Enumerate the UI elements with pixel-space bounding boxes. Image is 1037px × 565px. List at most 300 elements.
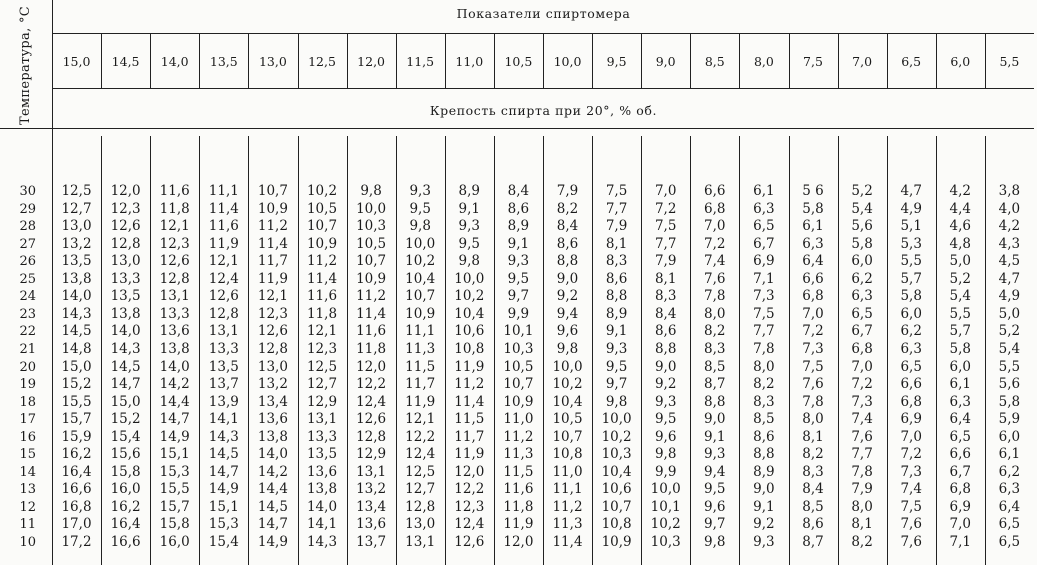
table-cell: 11,4 [356, 305, 387, 322]
table-cell: 8,2 [704, 323, 726, 340]
table-cell: 11,2 [356, 288, 387, 305]
table-cell: 13,9 [208, 393, 239, 410]
table-cell: 5,0 [998, 305, 1021, 322]
table-cell: 6,2 [900, 323, 922, 340]
table-cell: 10,2 [601, 428, 632, 445]
table-cell: 5,8 [900, 288, 922, 305]
table-cell: 6,2 [851, 270, 873, 287]
table-cell: 7,5 [605, 183, 628, 199]
table-cell: 7,1 [753, 270, 775, 287]
table-cell: 8,8 [654, 340, 677, 357]
table-cell: 6,8 [704, 200, 726, 217]
table-cell: 11,1 [405, 323, 436, 340]
table-cell: 6,7 [753, 235, 775, 252]
table-cell: 12,8 [159, 270, 190, 287]
table-cell: 12,3 [110, 200, 141, 217]
table-cell: 12,4 [454, 516, 485, 533]
table-cell: 13,1 [159, 288, 190, 305]
table-cell: 9,1 [458, 200, 481, 217]
table-cell: 4,9 [998, 288, 1021, 305]
row-temperature: 29 [19, 201, 36, 217]
table-cell: 12,3 [454, 498, 485, 515]
table-cell: 9,5 [704, 481, 726, 498]
table-cell: 13,8 [306, 481, 338, 498]
table-cell: 6,6 [949, 446, 972, 463]
table-cell: 7,9 [556, 183, 579, 199]
table-cell: 16,2 [110, 498, 141, 515]
table-cell: 10,9 [306, 235, 338, 252]
table-cell: 6,0 [900, 305, 922, 322]
table-cell: 7,2 [851, 376, 873, 393]
table-cell: 8,6 [802, 516, 824, 533]
table-cell: 7,4 [900, 481, 922, 498]
table-cell: 12,9 [306, 393, 338, 410]
table-cell: 11,2 [503, 428, 534, 445]
table-cell: 6,4 [802, 253, 824, 270]
table-cell: 14,3 [61, 305, 92, 322]
table-cell: 13,1 [356, 463, 387, 480]
table-cell: 9,8 [605, 393, 628, 410]
table-cell: 9,5 [605, 358, 628, 375]
table-cell: 10,7 [601, 498, 632, 515]
table-cell: 12,4 [208, 270, 239, 287]
row-temperature: 20 [19, 359, 36, 375]
table-cell: 9,4 [704, 463, 726, 480]
table-cell: 6,5 [900, 358, 922, 375]
table-cell: 6,5 [949, 428, 972, 445]
table-cell: 13,5 [208, 358, 239, 375]
table-cell: 10,9 [257, 200, 288, 217]
table-cell: 12,5 [306, 358, 338, 375]
table-cell: 7,0 [900, 428, 922, 445]
table-cell: 12,1 [159, 218, 190, 235]
table-cell: 7,6 [802, 376, 824, 393]
table-cell: 11,9 [454, 446, 485, 463]
row-temperature: 18 [19, 394, 36, 410]
table-cell: 8,3 [654, 288, 677, 305]
table-cell: 9,2 [753, 516, 775, 533]
row-temperature: 15 [19, 447, 36, 463]
table-cell: 7,5 [753, 305, 775, 322]
table-cell: 6,0 [949, 358, 972, 375]
table-cell: 11,6 [356, 323, 387, 340]
table-cell: 7,5 [802, 358, 824, 375]
table-cell: 8,0 [753, 358, 775, 375]
table-cell: 15,2 [110, 411, 141, 428]
table-cell: 11,1 [552, 481, 583, 498]
hydrometer-value: 6,0 [950, 53, 971, 69]
table-cell: 14,3 [306, 534, 338, 550]
header-rule [52, 88, 1034, 89]
table-cell: 14,1 [306, 516, 338, 533]
table-cell: 10,7 [405, 288, 436, 305]
table-cell: 7,3 [851, 393, 873, 410]
table-cell: 6,8 [900, 393, 922, 410]
table-cell: 5,9 [998, 411, 1021, 428]
hydrometer-value: 6,5 [901, 53, 922, 69]
table-cell: 6,1 [753, 183, 775, 199]
hydrometer-value: 7,0 [852, 53, 873, 69]
table-cell: 10,7 [356, 253, 387, 270]
table-cell: 14,4 [257, 481, 288, 498]
table-cell: 10,3 [650, 534, 681, 550]
table-cell: 4,7 [998, 270, 1021, 287]
table-cell: 12,9 [356, 446, 387, 463]
table-cell: 9,1 [704, 428, 726, 445]
table-cell: 12,1 [405, 411, 436, 428]
table-cell: 12,5 [61, 183, 92, 199]
table-cell: 11,8 [159, 200, 190, 217]
table-cell: 12,6 [110, 218, 141, 235]
table-cell: 4,7 [900, 183, 922, 199]
table-cell: 12,0 [356, 358, 387, 375]
table-cell: 7,0 [704, 218, 726, 235]
table-cell: 13,4 [257, 393, 288, 410]
table-cell: 4,9 [900, 200, 922, 217]
table-cell: 7,8 [753, 340, 775, 357]
table-cell: 11,2 [306, 253, 338, 270]
table-cell: 13,8 [61, 270, 92, 287]
row-temperature: 11 [19, 517, 36, 533]
table-cell: 9,6 [556, 323, 579, 340]
table-cell: 6,9 [753, 253, 775, 270]
table-cell: 15,1 [208, 498, 239, 515]
table-cell: 12,1 [208, 253, 239, 270]
row-temperature: 12 [19, 499, 36, 515]
table-cell: 15,0 [110, 393, 141, 410]
hydrometer-value: 10,0 [553, 53, 582, 69]
row-temperature: 30 [19, 184, 36, 199]
table-cell: 6,4 [949, 411, 972, 428]
table-cell: 15,4 [208, 534, 239, 550]
table-cell: 6,8 [949, 481, 972, 498]
table-cell: 15,3 [159, 463, 190, 480]
table-cell: 12,7 [306, 376, 338, 393]
table-cell: 16,8 [61, 498, 92, 515]
table-cell: 6,3 [851, 288, 873, 305]
table-cell: 10,5 [552, 411, 583, 428]
table-cell: 12,7 [61, 200, 92, 217]
table-cell: 16,4 [110, 516, 141, 533]
table-cell: 9,1 [753, 498, 775, 515]
table-cell: 15,6 [110, 446, 141, 463]
table-cell: 15,5 [61, 393, 92, 410]
table-cell: 7,6 [704, 270, 726, 287]
table-cell: 4,8 [949, 235, 972, 252]
hydrometer-value: 10,5 [504, 53, 533, 69]
table-cell: 11,7 [257, 253, 288, 270]
table-cell: 7,2 [704, 235, 726, 252]
table-cell: 12,0 [110, 183, 141, 199]
table-cell: 14,5 [257, 498, 288, 515]
table-cell: 6,5 [998, 516, 1021, 533]
table-cell: 13,2 [61, 235, 92, 252]
table-cell: 15,7 [61, 411, 92, 428]
table-cell: 14,2 [257, 463, 288, 480]
table-cell: 5,1 [900, 218, 922, 235]
table-cell: 15,4 [110, 428, 141, 445]
table-cell: 7,6 [900, 534, 922, 550]
table-cell: 11,4 [454, 393, 485, 410]
row-temperature: 26 [19, 254, 36, 270]
strength-title: Крепость спирта при 20°, % об. [429, 103, 658, 118]
table-cell: 11,2 [552, 498, 583, 515]
table-cell: 7,7 [753, 323, 775, 340]
table-cell: 8,4 [654, 305, 677, 322]
hydrometer-value: 9,0 [655, 53, 676, 69]
table-cell: 5,6 [851, 218, 873, 235]
table-cell: 12,4 [405, 446, 436, 463]
row-temperature: 23 [19, 306, 36, 322]
table-cell: 10,7 [552, 428, 583, 445]
table-cell: 8,4 [802, 481, 824, 498]
hydrometer-value: 13,5 [209, 53, 238, 69]
table-cell: 9,0 [654, 358, 677, 375]
table-cell: 8,3 [753, 393, 775, 410]
table-cell: 7,6 [851, 428, 873, 445]
table-cell: 14,9 [208, 481, 239, 498]
table-cell: 10,9 [503, 393, 534, 410]
table-cell: 12,1 [257, 288, 288, 305]
table-cell: 5,2 [998, 323, 1021, 340]
table-cell: 13,3 [208, 340, 239, 357]
table-cell: 12,7 [405, 481, 436, 498]
table-cell: 10,8 [601, 516, 632, 533]
table-cell: 14,7 [257, 516, 288, 533]
table-cell: 8,9 [753, 463, 775, 480]
table-cell: 8,1 [605, 235, 628, 252]
row-temperature: 17 [19, 412, 36, 428]
table-cell: 10,2 [454, 288, 485, 305]
table-cell: 7,2 [802, 323, 824, 340]
table-cell: 7,0 [851, 358, 873, 375]
table-cell: 14,7 [110, 376, 141, 393]
table-cell: 10,8 [454, 340, 485, 357]
table-cell: 16,2 [61, 446, 92, 463]
table-cell: 6,6 [900, 376, 922, 393]
table-cell: 11,3 [503, 446, 534, 463]
table-cell: 9,5 [409, 200, 431, 217]
table-cell: 14,8 [61, 340, 92, 357]
table-cell: 7,4 [704, 253, 726, 270]
hydrometer-value: 8,5 [704, 53, 725, 69]
row-temperature: 10 [19, 535, 36, 550]
table-cell: 8,1 [851, 516, 873, 533]
table-cell: 16,6 [61, 481, 92, 498]
table-cell: 16,0 [159, 534, 190, 550]
table-cell: 7,4 [851, 411, 873, 428]
table-cell: 5,7 [949, 323, 972, 340]
table-cell: 8,9 [507, 218, 530, 235]
table-cell: 7,3 [802, 340, 824, 357]
table-cell: 8,4 [507, 183, 530, 199]
table-cell: 10,5 [356, 235, 387, 252]
table-cell: 6,3 [753, 200, 775, 217]
hydrometer-value: 13,0 [258, 53, 287, 69]
table-cell: 14,1 [208, 411, 239, 428]
table-cell: 10,2 [405, 253, 436, 270]
hydrometer-value: 12,0 [357, 53, 386, 69]
table-cell: 16,4 [61, 463, 92, 480]
table-cell: 9,0 [556, 270, 579, 287]
table-cell: 9,3 [458, 218, 481, 235]
hydrometer-value: 7,5 [803, 53, 823, 69]
table-cell: 7,8 [802, 393, 824, 410]
table-cell: 10,1 [650, 498, 681, 515]
table-cell: 15,2 [61, 376, 92, 393]
row-temperature: 21 [19, 341, 36, 357]
table-cell: 14,5 [61, 323, 92, 340]
table-cell: 8,0 [704, 305, 726, 322]
table-cell: 17,2 [61, 534, 92, 550]
temperature-header-label: Температура, °С [18, 5, 34, 125]
table-cell: 11,2 [454, 376, 485, 393]
table-cell: 7,9 [654, 253, 677, 270]
table-cell: 12,6 [159, 253, 190, 270]
table-cell: 9,3 [654, 393, 677, 410]
table-cell: 5,8 [998, 393, 1021, 410]
table-cell: 11,0 [503, 411, 534, 428]
hydrometer-value: 9,5 [606, 53, 627, 69]
table-cell: 4,3 [998, 235, 1021, 252]
table-cell: 8,1 [654, 270, 677, 287]
table-cell: 7,3 [753, 288, 775, 305]
table-cell: 4,6 [949, 218, 972, 235]
table-cell: 12,6 [208, 288, 239, 305]
table-cell: 15,7 [159, 498, 190, 515]
table-cell: 11,9 [405, 393, 436, 410]
table-cell: 14,7 [159, 411, 190, 428]
table-cell: 10,1 [503, 323, 534, 340]
table-cell: 14,4 [159, 393, 190, 410]
table-cell: 13,4 [356, 498, 387, 515]
table-cell: 5,6 [998, 376, 1021, 393]
table-cell: 11,0 [552, 463, 583, 480]
table-cell: 12,8 [257, 340, 288, 357]
table-cell: 11,7 [454, 428, 485, 445]
table-cell: 9,7 [605, 376, 628, 393]
table-cell: 10,7 [306, 218, 338, 235]
table-cell: 13,5 [61, 253, 92, 270]
table-cell: 9,8 [409, 218, 431, 235]
table-cell: 6,9 [949, 498, 972, 515]
table-cell: 9,5 [458, 235, 481, 252]
table-cell: 6,3 [998, 481, 1021, 498]
table-cell: 13,0 [61, 218, 92, 235]
table-cell: 10,4 [454, 305, 485, 322]
row-temperature: 27 [19, 236, 36, 252]
row-temperature: 16 [19, 429, 36, 445]
row-temperature: 24 [19, 289, 36, 305]
table-cell: 12,3 [257, 305, 288, 322]
table-cell: 8,7 [802, 534, 824, 550]
table-cell: 9,8 [360, 183, 382, 199]
table-cell: 14,9 [159, 428, 190, 445]
table-cell: 13,1 [208, 323, 239, 340]
table-cell: 13,2 [356, 481, 387, 498]
table-cell: 10,9 [601, 534, 632, 550]
table-cell: 13,6 [356, 516, 387, 533]
table-cell: 11,5 [454, 411, 485, 428]
table-cell: 10,3 [356, 218, 387, 235]
table-cell: 10,0 [601, 411, 632, 428]
hydrometer-value: 14,0 [160, 53, 189, 69]
hydrometer-value: 12,5 [308, 53, 336, 69]
table-cell: 11,6 [208, 218, 239, 235]
table-cell: 14,3 [110, 340, 141, 357]
table-cell: 9,8 [556, 340, 579, 357]
table-cell: 13,7 [208, 376, 239, 393]
table-cell: 11,1 [208, 183, 239, 199]
table-cell: 12,6 [454, 534, 485, 550]
table-cell: 9,3 [507, 253, 530, 270]
table-cell: 17,0 [61, 516, 92, 533]
table-cell: 8,3 [802, 463, 824, 480]
table-cell: 4,2 [949, 183, 972, 199]
table-cell: 12,6 [257, 323, 288, 340]
table-cell: 12,0 [454, 463, 485, 480]
table-cell: 7,6 [900, 516, 922, 533]
table-cell: 10,2 [306, 183, 338, 199]
hydrometer-value: 5,5 [999, 53, 1020, 69]
table-cell: 12,2 [405, 428, 436, 445]
table-cell: 12,6 [356, 411, 387, 428]
table-cell: 14,3 [208, 428, 239, 445]
table-cell: 11,4 [257, 235, 288, 252]
table-cell: 5,2 [949, 270, 972, 287]
table-cell: 9,1 [507, 235, 530, 252]
table-cell: 7,5 [900, 498, 922, 515]
table-cell: 7,0 [802, 305, 824, 322]
table-cell: 11,7 [405, 376, 436, 393]
table-cell: 14,0 [257, 446, 288, 463]
row-temperature: 19 [19, 377, 36, 393]
table-cell: 15,8 [110, 463, 141, 480]
table-cell: 7,0 [949, 516, 972, 533]
table-cell: 12,2 [356, 376, 387, 393]
table-cell: 12,1 [306, 323, 338, 340]
hydrometer-value: 11,5 [406, 53, 435, 69]
table-cell: 8,3 [704, 340, 726, 357]
table-cell: 13,5 [306, 446, 338, 463]
table-cell: 15,3 [208, 516, 239, 533]
table-cell: 9,3 [409, 183, 431, 199]
table-cell: 8,2 [851, 534, 873, 550]
table-cell: 9,8 [458, 253, 481, 270]
table-cell: 7,7 [654, 235, 677, 252]
table-cell: 8,6 [753, 428, 775, 445]
table-cell: 13,5 [110, 288, 141, 305]
table-cell: 8,6 [507, 200, 530, 217]
table-cell: 6,3 [802, 235, 824, 252]
table-cell: 9,8 [704, 534, 726, 550]
table-cell: 12,8 [208, 305, 239, 322]
table-cell: 6,1 [998, 446, 1021, 463]
table-cell: 8,5 [704, 358, 726, 375]
table-cell: 5,3 [900, 235, 922, 252]
table-cell: 10,2 [552, 376, 583, 393]
table-cell: 9,9 [507, 305, 530, 322]
table-cell: 14,5 [110, 358, 141, 375]
table-cell: 6,1 [802, 218, 824, 235]
table-cell: 5,4 [851, 200, 873, 217]
row-temperature: 25 [19, 271, 36, 287]
table-cell: 13,3 [110, 270, 141, 287]
table-cell: 12,8 [356, 428, 387, 445]
table-cell: 6,1 [949, 376, 972, 393]
table-cell: 5,5 [998, 358, 1021, 375]
table-cell: 12,4 [356, 393, 387, 410]
